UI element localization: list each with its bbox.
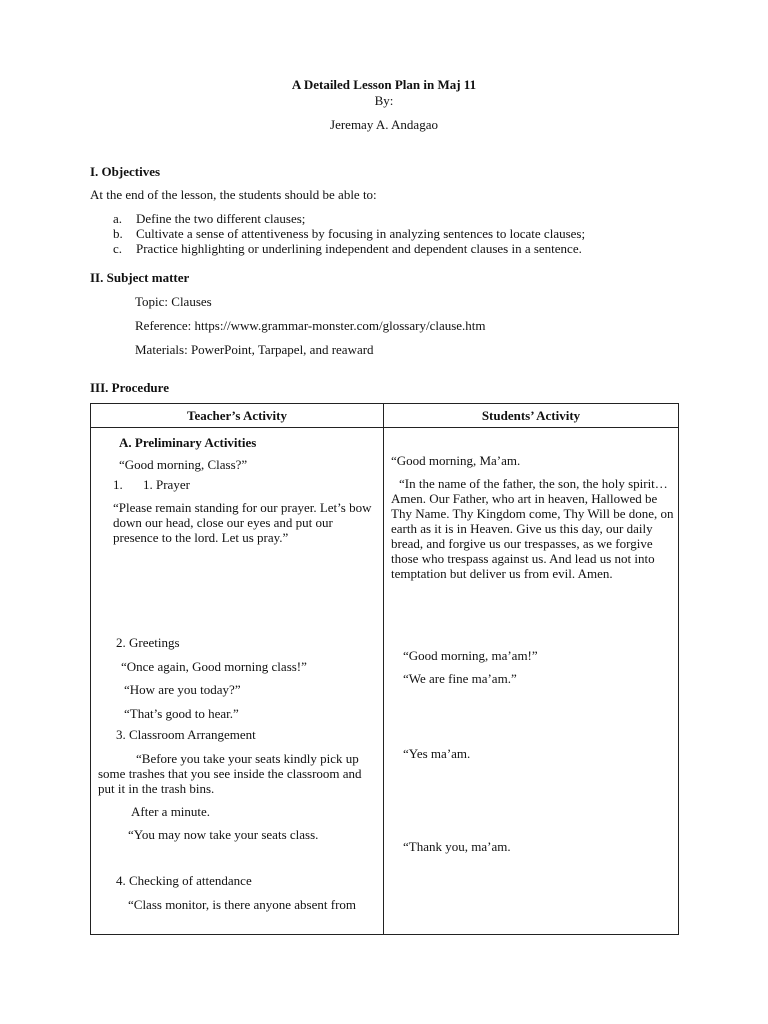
checking-attendance-label: 4. Checking of attendance [116,873,252,888]
subject-matter-heading: II. Subject matter [90,270,190,285]
objective-item: Define the two different clauses; [136,211,306,226]
teacher-activity-cell [91,428,384,935]
student-fine-reply: “We are fine ma’am.” [403,671,517,686]
prayer-number: 1. [113,477,123,492]
materials-line: Materials: PowerPoint, Tarpapel, and reaward [135,342,374,357]
objective-marker: c. [113,241,123,256]
table-row [91,428,679,935]
prayer-instruction: “Please remain standing for our prayer. Let’s bow down our head, close our eyes and put our presence to the lord. Let us pray.” [113,500,372,545]
reference-line: Reference: https://www.grammar-monster.com/glossary/clause.htm [135,318,486,333]
author-name: Jeremay A. Andagao [330,117,438,132]
procedure-heading: III. Procedure [90,380,169,395]
objective-marker: b. [113,226,123,241]
greetings-line: “Once again, Good morning class!” [121,659,307,674]
student-yes-reply: “Yes ma’am. [403,746,471,761]
by-label: By: [374,93,394,108]
student-greeting-reply: “Good morning, ma’am!” [403,648,538,663]
objective-item: Practice highlighting or underlining independent and dependent clauses in a sentence. [136,241,582,256]
student-activity-header: Students’ Activity [384,404,679,428]
after-a-minute: After a minute. [131,804,211,819]
preliminary-activities-heading: A. Preliminary Activities [119,435,257,450]
take-seats-line: “You may now take your seats class. [128,827,319,842]
classroom-arrangement-text: “Before you take your seats kindly pick up some trashes that you see inside the classroom and put it in the trash bins. [98,751,362,796]
student-greeting: “Good morning, Ma’am. [391,453,521,468]
attendance-question: “Class monitor, is there anyone absent from [128,897,357,912]
student-prayer: “In the name of the father, the son, the holy spirit… Amen. Our Father, who art in heaven, Hallowed be Thy Name. Thy Kingdom come, Thy Will be done, on earth as it is in Heaven. Give us this day, our daily bread, and forgive us our trespasses, as we forgive those who trespass against us. And lead us not into temptation but deliver us from evil. Amen. [391,476,674,581]
classroom-arrangement-label: 3. Classroom Arrangement [116,727,256,742]
table-header-row [91,404,679,428]
teacher-activity-header: Teacher’s Activity [91,404,384,428]
objective-item: Cultivate a sense of attentiveness by focusing in analyzing sentences to locate clauses; [136,226,586,241]
procedure-table [90,403,679,935]
greetings-line: “That’s good to hear.” [124,706,239,721]
topic-line: Topic: Clauses [135,294,212,309]
document-title: A Detailed Lesson Plan in Maj 11 [291,77,477,92]
greetings-label: 2. Greetings [116,635,180,650]
objective-marker: a. [113,211,123,226]
greetings-line: “How are you today?” [124,682,241,697]
prayer-label: 1. Prayer [143,477,190,492]
teacher-greeting: “Good morning, Class?” [119,457,248,472]
student-thanks-reply: “Thank you, ma’am. [403,839,511,854]
objectives-heading: I. Objectives [90,164,161,179]
objectives-intro: At the end of the lesson, the students should be able to: [90,187,377,202]
student-activity-cell [384,428,679,935]
